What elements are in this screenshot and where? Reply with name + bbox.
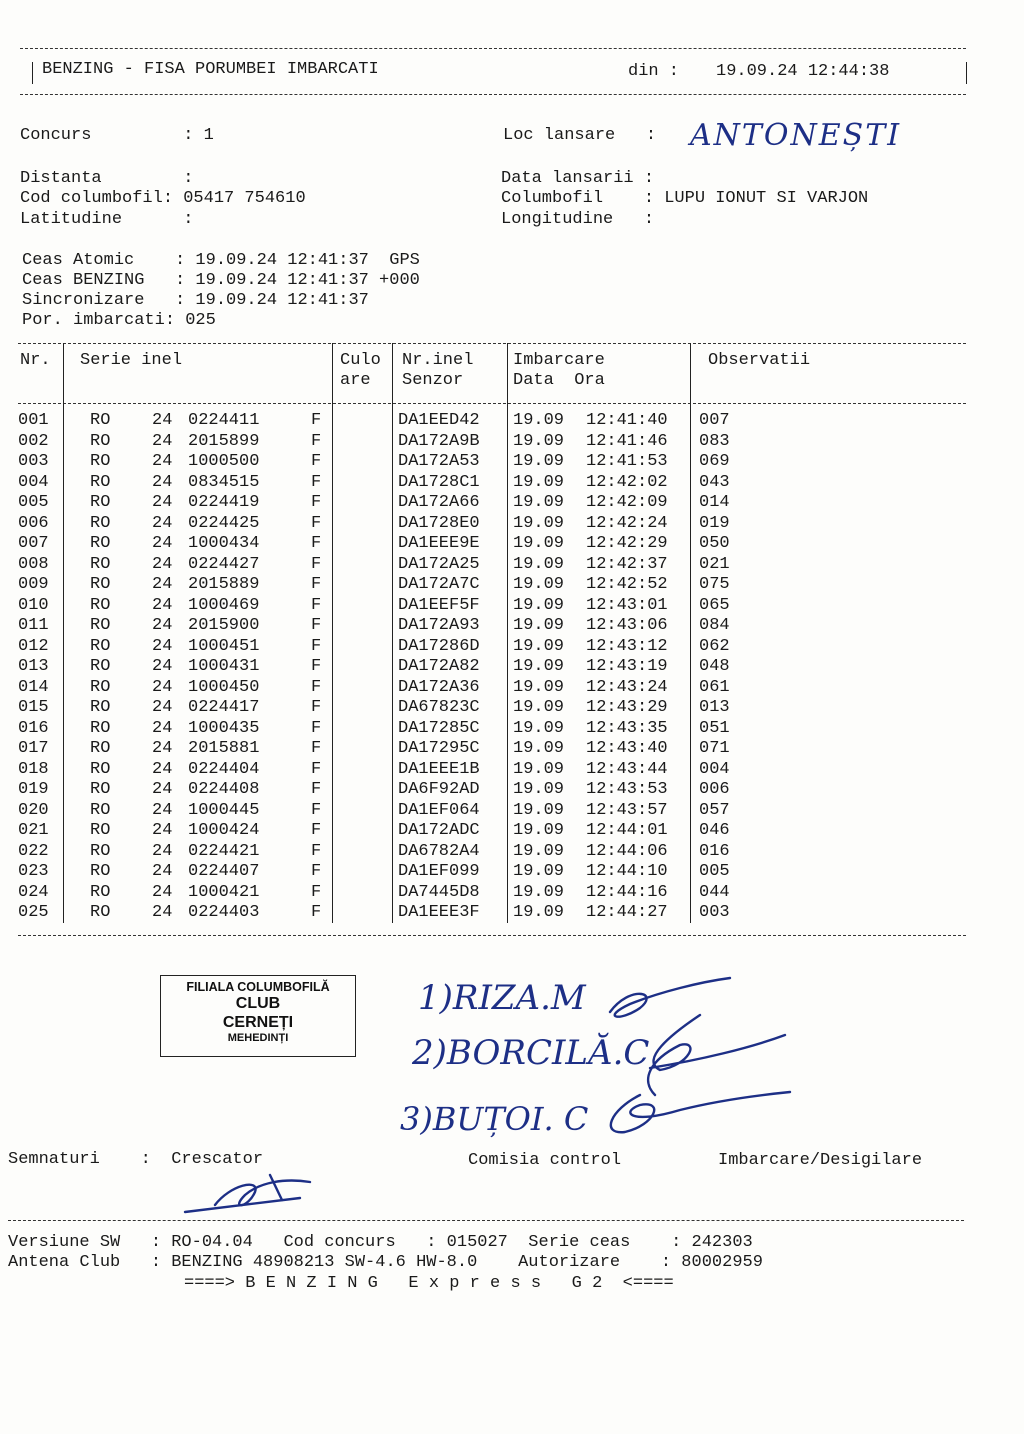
row-observation: 006 <box>699 780 730 799</box>
row-observation: 084 <box>699 616 730 635</box>
row-time: 12:42:37 <box>586 554 668 574</box>
ceas-benzing-field: Ceas BENZING : 19.09.24 12:41:37 +000 <box>22 271 420 290</box>
col-header-serie: Serie inel <box>80 351 183 370</box>
row-country: RO <box>90 636 111 656</box>
row-sensor: DA1EED42 <box>398 411 480 430</box>
row-date: 19.09 <box>513 472 565 492</box>
row-time: 12:44:10 <box>586 862 668 881</box>
row-ring-number: 0224404 <box>188 759 260 779</box>
row-date: 19.09 <box>513 513 565 533</box>
row-observation: 007 <box>699 411 730 430</box>
row-time: 12:43:53 <box>586 780 668 799</box>
row-time: 12:42:29 <box>586 534 668 553</box>
row-sex: F <box>311 718 322 738</box>
row-sex: F <box>311 411 322 430</box>
row-time: 12:43:06 <box>586 616 668 635</box>
row-date: 19.09 <box>513 452 565 471</box>
row-country: RO <box>90 452 111 471</box>
row-number: 011 <box>18 616 49 635</box>
row-ring-number: 1000450 <box>188 677 260 697</box>
stamp-line-1: FILIALA COLUMBOFILĂ <box>186 980 330 994</box>
signature-2 <box>648 1015 785 1095</box>
row-ring-number: 0224411 <box>188 411 260 430</box>
row-year: 24 <box>152 800 173 820</box>
row-sex: F <box>311 677 322 697</box>
row-year: 24 <box>152 698 173 717</box>
row-date: 19.09 <box>513 780 565 799</box>
col-header-are: are <box>340 371 371 390</box>
row-year: 24 <box>152 718 173 738</box>
row-time: 12:43:40 <box>586 739 668 758</box>
row-year: 24 <box>152 636 173 656</box>
row-country: RO <box>90 493 111 512</box>
row-number: 019 <box>18 780 49 799</box>
row-year: 24 <box>152 616 173 635</box>
row-year: 24 <box>152 534 173 553</box>
row-year: 24 <box>152 677 173 697</box>
row-sex: F <box>311 431 322 451</box>
row-ring-number: 1000435 <box>188 718 260 738</box>
row-sex: F <box>311 493 322 512</box>
row-time: 12:43:01 <box>586 595 668 615</box>
row-number: 007 <box>18 534 49 553</box>
row-year: 24 <box>152 657 173 676</box>
row-country: RO <box>90 821 111 840</box>
row-number: 016 <box>18 718 49 738</box>
row-date: 19.09 <box>513 431 565 451</box>
row-sex: F <box>311 698 322 717</box>
row-number: 013 <box>18 657 49 676</box>
row-time: 12:43:12 <box>586 636 668 656</box>
row-number: 012 <box>18 636 49 656</box>
distanta-field: Distanta : <box>20 169 194 188</box>
sincronizare-field: Sincronizare : 19.09.24 12:41:37 <box>22 291 369 310</box>
row-time: 12:43:57 <box>586 800 668 820</box>
row-year: 24 <box>152 759 173 779</box>
row-ring-number: 0224407 <box>188 862 260 881</box>
row-year: 24 <box>152 882 173 902</box>
row-ring-number: 0224403 <box>188 903 260 922</box>
row-ring-number: 1000424 <box>188 821 260 840</box>
columbofil-field: Columbofil : LUPU IONUT SI VARJON <box>501 189 869 208</box>
row-observation: 048 <box>699 657 730 676</box>
footer-divider <box>8 1220 964 1221</box>
row-date: 19.09 <box>513 411 565 430</box>
row-ring-number: 2015899 <box>188 431 260 451</box>
data-lansarii-field: Data lansarii : <box>501 169 655 188</box>
row-sensor: DA17285C <box>398 718 480 738</box>
row-ring-number: 2015889 <box>188 575 260 594</box>
row-date: 19.09 <box>513 636 565 656</box>
row-sex: F <box>311 554 322 574</box>
row-country: RO <box>90 431 111 451</box>
row-sensor: DA172A82 <box>398 657 480 676</box>
row-number: 010 <box>18 595 49 615</box>
row-sensor: DA172A25 <box>398 554 480 574</box>
row-observation: 013 <box>699 698 730 717</box>
col-header-imbarcare: Imbarcare <box>513 351 605 370</box>
row-sensor: DA172ADC <box>398 821 480 840</box>
row-sex: F <box>311 472 322 492</box>
row-sex: F <box>311 616 322 635</box>
row-date: 19.09 <box>513 739 565 758</box>
row-ring-number: 1000451 <box>188 636 260 656</box>
row-observation: 069 <box>699 452 730 471</box>
loc-lansare-label: Loc lansare : <box>503 126 657 145</box>
row-observation: 050 <box>699 534 730 553</box>
row-date: 19.09 <box>513 862 565 881</box>
row-ring-number: 1000434 <box>188 534 260 553</box>
row-sensor: DA172A66 <box>398 493 480 512</box>
row-sensor: DA1728C1 <box>398 472 480 492</box>
row-date: 19.09 <box>513 677 565 697</box>
row-year: 24 <box>152 554 173 574</box>
row-observation: 071 <box>699 739 730 758</box>
row-country: RO <box>90 841 111 861</box>
row-date: 19.09 <box>513 534 565 553</box>
benzing-express-banner: ====> B E N Z I N G E x p r e s s G 2 <==== <box>184 1274 674 1293</box>
row-observation: 021 <box>699 554 730 574</box>
row-number: 021 <box>18 821 49 840</box>
row-sensor: DA172A9B <box>398 431 480 451</box>
row-country: RO <box>90 657 111 676</box>
row-time: 12:44:06 <box>586 841 668 861</box>
row-sensor: DA1EEE9E <box>398 534 480 553</box>
row-number: 018 <box>18 759 49 779</box>
col-header-senzor: Senzor <box>402 371 464 390</box>
row-country: RO <box>90 780 111 799</box>
antena-line: Antena Club : BENZING 48908213 SW-4.6 HW-8.0 Autorizare : 80002959 <box>8 1253 763 1272</box>
stamp-line-3: CERNEȚI <box>222 1014 294 1031</box>
row-sensor: DA1EEF5F <box>398 595 480 615</box>
handwritten-name-1: 1)RIZA.M <box>418 978 586 1018</box>
cod-columbofil-field: Cod columbofil: 05417 754610 <box>20 189 306 208</box>
row-number: 009 <box>18 575 49 594</box>
row-date: 19.09 <box>513 575 565 594</box>
row-date: 19.09 <box>513 903 565 922</box>
row-observation: 005 <box>699 862 730 881</box>
row-sex: F <box>311 800 322 820</box>
col-header-nrinel: Nr.inel <box>402 351 474 370</box>
row-time: 12:42:24 <box>586 513 668 533</box>
row-year: 24 <box>152 411 173 430</box>
row-year: 24 <box>152 903 173 922</box>
row-sensor: DA172A7C <box>398 575 480 594</box>
row-number: 015 <box>18 698 49 717</box>
row-country: RO <box>90 616 111 635</box>
row-observation: 065 <box>699 595 730 615</box>
row-sex: F <box>311 821 322 840</box>
row-sex: F <box>311 903 322 922</box>
handwritten-name-2: 2)BORCILĂ.C <box>412 1033 650 1073</box>
row-sex: F <box>311 657 322 676</box>
semnaturi-crescator: Semnaturi : Crescator <box>8 1150 264 1169</box>
ceas-atomic-field: Ceas Atomic : 19.09.24 12:41:37 GPS <box>22 251 420 270</box>
row-sex: F <box>311 739 322 758</box>
row-observation: 075 <box>699 575 730 594</box>
row-country: RO <box>90 862 111 881</box>
row-time: 12:43:44 <box>586 759 668 779</box>
row-date: 19.09 <box>513 595 565 615</box>
row-country: RO <box>90 718 111 738</box>
comisia-control: Comisia control <box>468 1151 622 1170</box>
row-number: 002 <box>18 431 49 451</box>
row-country: RO <box>90 698 111 717</box>
row-observation: 057 <box>699 800 730 820</box>
row-sex: F <box>311 841 322 861</box>
row-observation: 062 <box>699 636 730 656</box>
row-year: 24 <box>152 821 173 840</box>
row-year: 24 <box>152 841 173 861</box>
row-observation: 043 <box>699 472 730 492</box>
row-sex: F <box>311 534 322 553</box>
row-date: 19.09 <box>513 616 565 635</box>
row-date: 19.09 <box>513 698 565 717</box>
row-ring-number: 1000445 <box>188 800 260 820</box>
signature-1 <box>610 978 730 1017</box>
col-header-nr: Nr. <box>20 351 51 370</box>
row-time: 12:42:02 <box>586 472 668 492</box>
row-time: 12:44:01 <box>586 821 668 840</box>
row-number: 024 <box>18 882 49 902</box>
row-ring-number: 2015900 <box>188 616 260 635</box>
row-number: 014 <box>18 677 49 697</box>
row-date: 19.09 <box>513 800 565 820</box>
row-country: RO <box>90 677 111 697</box>
col-header-dataora: Data Ora <box>513 371 605 390</box>
row-country: RO <box>90 575 111 594</box>
row-number: 008 <box>18 554 49 574</box>
signature-crescator <box>215 1175 310 1205</box>
latitudine-field: Latitudine : <box>20 210 194 229</box>
row-number: 022 <box>18 841 49 861</box>
row-sensor: DA6782A4 <box>398 841 480 861</box>
row-ring-number: 2015881 <box>188 739 260 758</box>
row-ring-number: 0224425 <box>188 513 260 533</box>
row-country: RO <box>90 800 111 820</box>
row-ring-number: 1000431 <box>188 657 260 676</box>
row-ring-number: 0224419 <box>188 493 260 512</box>
row-year: 24 <box>152 472 173 492</box>
row-year: 24 <box>152 513 173 533</box>
row-country: RO <box>90 903 111 922</box>
row-ring-number: 1000469 <box>188 595 260 615</box>
row-country: RO <box>90 739 111 758</box>
row-time: 12:41:46 <box>586 431 668 451</box>
row-sensor: DA17295C <box>398 739 480 758</box>
row-sensor: DA1EEE3F <box>398 903 480 922</box>
row-time: 12:43:19 <box>586 657 668 676</box>
row-country: RO <box>90 882 111 902</box>
header-din-label: din : <box>628 62 680 81</box>
row-time: 12:43:35 <box>586 718 668 738</box>
row-ring-number: 0224417 <box>188 698 260 717</box>
row-sex: F <box>311 575 322 594</box>
row-time: 12:43:24 <box>586 677 668 697</box>
row-observation: 061 <box>699 677 730 697</box>
row-country: RO <box>90 411 111 430</box>
row-number: 023 <box>18 862 49 881</box>
row-time: 12:41:53 <box>586 452 668 471</box>
row-country: RO <box>90 472 111 492</box>
row-sex: F <box>311 882 322 902</box>
row-sex: F <box>311 636 322 656</box>
row-sex: F <box>311 513 322 533</box>
row-sex: F <box>311 452 322 471</box>
row-date: 19.09 <box>513 841 565 861</box>
row-year: 24 <box>152 431 173 451</box>
row-year: 24 <box>152 739 173 758</box>
signature-crescator-underline <box>185 1198 300 1212</box>
row-sensor: DA6F92AD <box>398 780 480 799</box>
imbarcare-desigilare: Imbarcare/Desigilare <box>718 1151 923 1170</box>
row-number: 005 <box>18 493 49 512</box>
row-observation: 003 <box>699 903 730 922</box>
row-year: 24 <box>152 493 173 512</box>
row-time: 12:44:16 <box>586 882 668 902</box>
header-datetime: 19.09.24 12:44:38 <box>716 62 890 81</box>
row-sensor: DA67823C <box>398 698 480 717</box>
row-observation: 051 <box>699 718 730 738</box>
row-ring-number: 0224408 <box>188 780 260 799</box>
row-date: 19.09 <box>513 718 565 738</box>
concurs-field: Concurs : 1 <box>20 126 214 145</box>
row-sensor: DA1EF064 <box>398 800 480 820</box>
row-year: 24 <box>152 575 173 594</box>
row-time: 12:42:52 <box>586 575 668 594</box>
row-observation: 004 <box>699 759 730 779</box>
stamp-line-4: MEHEDINȚI <box>227 1032 289 1044</box>
row-date: 19.09 <box>513 882 565 902</box>
row-number: 001 <box>18 411 49 430</box>
row-ring-number: 0224421 <box>188 841 260 861</box>
row-sensor: DA17286D <box>398 636 480 656</box>
stamp-line-2: CLUB <box>235 995 281 1012</box>
row-number: 004 <box>18 472 49 492</box>
row-sensor: DA7445D8 <box>398 882 480 902</box>
row-date: 19.09 <box>513 759 565 779</box>
loc-lansare-handwritten: ANTONEȘTI <box>690 118 902 153</box>
row-sex: F <box>311 780 322 799</box>
row-time: 12:41:40 <box>586 411 668 430</box>
row-observation: 044 <box>699 882 730 902</box>
row-ring-number: 0834515 <box>188 472 260 492</box>
row-sex: F <box>311 759 322 779</box>
versiune-line: Versiune SW : RO-04.04 Cod concurs : 015027 Serie ceas : 242303 <box>8 1233 753 1252</box>
row-date: 19.09 <box>513 493 565 512</box>
row-number: 020 <box>18 800 49 820</box>
row-date: 19.09 <box>513 657 565 676</box>
page-title: BENZING - FISA PORUMBEI IMBARCATI <box>42 60 379 79</box>
row-year: 24 <box>152 452 173 471</box>
signature-3 <box>611 1092 790 1132</box>
row-country: RO <box>90 759 111 779</box>
row-ring-number: 0224427 <box>188 554 260 574</box>
row-year: 24 <box>152 595 173 615</box>
row-observation: 016 <box>699 841 730 861</box>
col-header-observatii: Observatii <box>708 351 811 370</box>
row-sensor: DA1728E0 <box>398 513 480 533</box>
row-sensor: DA1EEE1B <box>398 759 480 779</box>
row-number: 017 <box>18 739 49 758</box>
row-observation: 046 <box>699 821 730 840</box>
col-header-culo: Culo <box>340 351 381 370</box>
row-country: RO <box>90 554 111 574</box>
row-time: 12:42:09 <box>586 493 668 512</box>
row-country: RO <box>90 595 111 615</box>
row-date: 19.09 <box>513 554 565 574</box>
row-ring-number: 1000421 <box>188 882 260 902</box>
row-number: 003 <box>18 452 49 471</box>
row-observation: 083 <box>699 431 730 451</box>
row-sensor: DA172A93 <box>398 616 480 635</box>
row-time: 12:44:27 <box>586 903 668 922</box>
row-sensor: DA172A53 <box>398 452 480 471</box>
row-ring-number: 1000500 <box>188 452 260 471</box>
row-year: 24 <box>152 862 173 881</box>
handwritten-name-3: 3)BUȚOI. C <box>400 1100 589 1138</box>
row-date: 19.09 <box>513 821 565 840</box>
row-sensor: DA172A36 <box>398 677 480 697</box>
row-time: 12:43:29 <box>586 698 668 717</box>
row-observation: 014 <box>699 493 730 512</box>
row-sex: F <box>311 595 322 615</box>
row-country: RO <box>90 513 111 533</box>
row-year: 24 <box>152 780 173 799</box>
row-country: RO <box>90 534 111 553</box>
row-sensor: DA1EF099 <box>398 862 480 881</box>
por-imbarcati-field: Por. imbarcati: 025 <box>22 311 216 330</box>
longitudine-field: Longitudine : <box>501 210 655 229</box>
row-number: 025 <box>18 903 49 922</box>
row-number: 006 <box>18 513 49 533</box>
row-observation: 019 <box>699 513 730 533</box>
row-sex: F <box>311 862 322 881</box>
